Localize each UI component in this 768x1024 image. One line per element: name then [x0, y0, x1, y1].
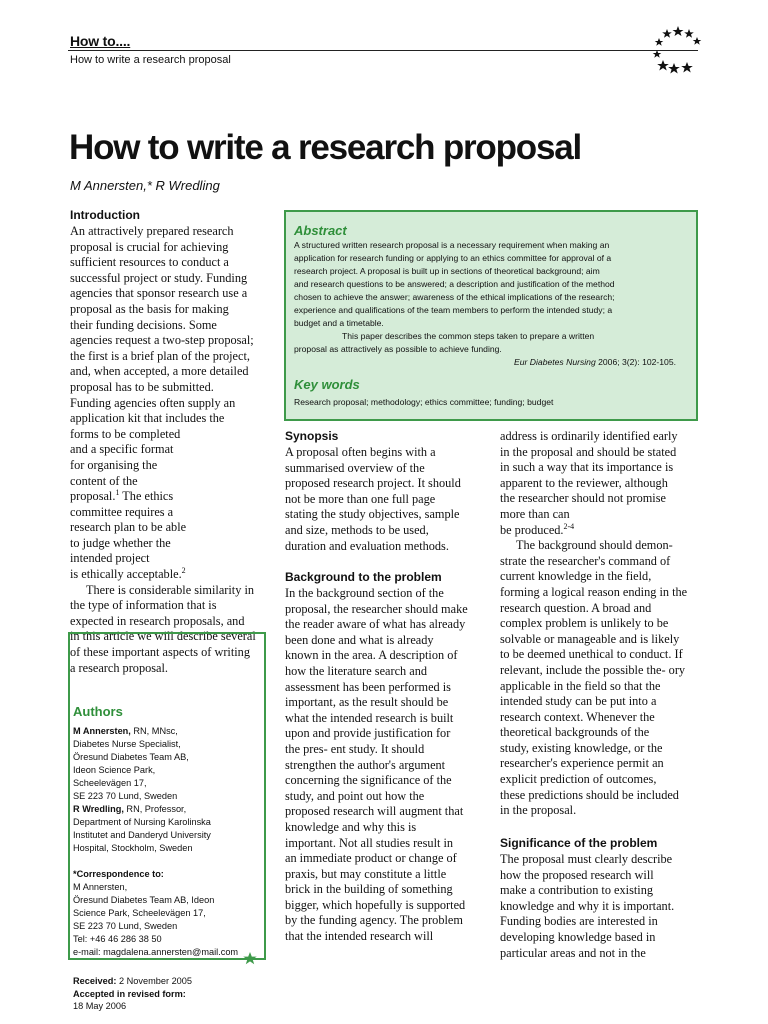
column3-line: more than can: [500, 506, 570, 521]
background-line: concerning the significance of the: [285, 773, 452, 788]
introduction-line: for organising the: [70, 457, 158, 472]
introduction-line: and, when accepted, a more detailed: [70, 364, 249, 379]
reference-mark: 2-4: [563, 521, 575, 531]
received-line: [73, 975, 192, 988]
introduction-line: agencies that sponsor research use a: [70, 286, 248, 301]
background-line: study, and point out how the: [285, 788, 425, 803]
background-line: by the funding agency. The problem: [285, 913, 463, 928]
column3-line: research question. A broad and: [500, 600, 652, 615]
received-date: 2 November 2005: [116, 976, 193, 986]
synopsis-line: summarised overview of the: [285, 460, 425, 475]
star-icon: [655, 38, 664, 46]
background-line: strengthen the author's argument: [285, 757, 446, 772]
accepted-label: Accepted in revised form:: [73, 988, 186, 999]
introduction-line: and a specific format: [70, 442, 174, 457]
author2-name: R Wredling,: [73, 804, 124, 814]
introduction-line: There is considerable similarity in: [86, 582, 255, 597]
introduction-line: Funding agencies often supply an: [70, 395, 236, 410]
introduction-line: to judge whether the: [70, 535, 171, 550]
author2-line: Department of Nursing Karolinska: [73, 817, 211, 827]
significance-line: particular areas and not in the: [500, 945, 646, 960]
star-icon: [662, 29, 672, 38]
column3-line: The background should demon-: [516, 538, 673, 553]
abstract-line: and research questions to be answered; a description and justification of the method: [294, 279, 615, 289]
abstract-line: application for research funding or applying to an ethics committee for approval of a: [294, 253, 612, 263]
abstract-line: This paper describes the common steps taken to prepare a written: [342, 331, 595, 341]
column3-line: researcher's experience permit an: [500, 756, 664, 771]
introduction-line: [70, 567, 270, 583]
abstract-line: experience and qualifications of the team members to perform the intended study; a: [294, 305, 613, 315]
introduction-body: [70, 224, 270, 676]
introduction-text: proposal.: [70, 489, 116, 504]
star-icon: [681, 62, 693, 73]
correspondence-line: Science Park, Scheelevägen 17,: [73, 908, 206, 918]
significance-heading: Significance of the problem: [500, 836, 658, 850]
column3-line: strate the researcher's command of: [500, 553, 671, 568]
citation-journal: Eur Diabetes Nursing: [514, 357, 596, 367]
column3-line: relevant, include the possible the- ory: [500, 662, 686, 677]
ring-of-stars-logo: [652, 25, 704, 75]
background-line: knowledge and why this is: [285, 819, 417, 834]
author1-line: [73, 725, 263, 738]
author1-block: [73, 725, 263, 855]
column3-line: in the proposal and should be stated: [500, 444, 677, 459]
abstract-line: budget and a timetable.: [294, 318, 384, 328]
synopsis-line: stating the study objectives, sample: [285, 507, 460, 522]
correspondence-line: SE 223 70 Lund, Sweden: [73, 921, 178, 931]
author2-quals: RN, Professor,: [123, 804, 187, 814]
column3-line: theoretical backgrounds of the: [500, 725, 650, 740]
introduction-line: research plan to be able: [70, 520, 187, 535]
background-line: the pres- ent study. It should: [285, 741, 425, 756]
background-line: that the intended research will: [285, 929, 434, 944]
correspondence-line: M Annersten,: [73, 882, 128, 892]
background-line: In the background section of the: [285, 586, 444, 600]
introduction-line: application kit that includes the: [70, 411, 225, 426]
citation-details: 2006; 3(2): 102-105.: [595, 357, 676, 367]
column3-line: solvable or manageable and is likely: [500, 631, 680, 646]
background-line: bigger, which hopefully is supported: [285, 897, 466, 912]
author1-line: SE 223 70 Lund, Sweden: [73, 791, 178, 801]
email-label: e-mail:: [73, 947, 104, 957]
abstract-line: A structured written research proposal is a necessary requirement when making an: [294, 240, 610, 250]
introduction-line: the type of information that is: [70, 598, 217, 613]
background-line: known in the area. A description of: [285, 648, 458, 663]
article-authors: M Annersten,* R Wredling: [70, 178, 220, 193]
star-icon: [673, 26, 684, 36]
synopsis-line: not be more than one full page: [285, 491, 436, 506]
correspondence-heading: *Correspondence to:: [73, 869, 164, 879]
background-line: what the intended research is built: [285, 710, 454, 725]
author2-line: Hospital, Stockholm, Sweden: [73, 843, 193, 853]
significance-body: [500, 852, 705, 961]
introduction-line: sufficient resources to conduct a: [70, 255, 229, 270]
column3-line: address is ordinarily identified early: [500, 429, 678, 443]
abstract-heading: Abstract: [294, 223, 347, 238]
column3-line: applicable in the field so that the: [500, 678, 661, 693]
email-line: [73, 946, 263, 959]
introduction-line: agencies request a two-step proposal;: [70, 333, 254, 348]
significance-line: developing knowledge based in: [500, 929, 656, 944]
introduction-line: [70, 489, 270, 505]
authors-heading: Authors: [73, 704, 123, 719]
introduction-heading: Introduction: [70, 208, 140, 222]
introduction-text: The ethics: [119, 489, 174, 504]
star-icon: [243, 952, 257, 966]
introduction-line: expected in research proposals, and: [70, 613, 245, 628]
abstract-box: [284, 210, 698, 421]
background-line: how the literature search and: [285, 663, 428, 678]
reference-mark: 2: [181, 565, 186, 575]
author1-line: Diabetes Nurse Specialist,: [73, 739, 181, 749]
star-icon: [653, 50, 662, 58]
significance-line: knowledge and why it is important.: [500, 898, 675, 913]
series-subtitle: How to write a research proposal: [70, 54, 231, 66]
significance-line: how the proposed research will: [500, 867, 654, 882]
synopsis-line: duration and evaluation methods.: [285, 538, 449, 553]
star-icon: [657, 60, 669, 71]
abstract-line: research project. A proposal is built up in sections of theoretical background; aim: [294, 266, 600, 276]
abstract-line: chosen to achieve the answer; awareness of the ethical implications of the research;: [294, 292, 615, 302]
author1-line: Öresund Diabetes Team AB,: [73, 752, 189, 762]
column3-line: current knowledge in the field,: [500, 569, 652, 584]
keywords-text: Research proposal; methodology; ethics committee; funding; budget: [294, 397, 554, 407]
synopsis-line: A proposal often begins with a: [285, 445, 436, 459]
introduction-line: committee requires a: [70, 504, 174, 519]
column3-line: study, existing knowledge, or the: [500, 740, 663, 755]
background-line: been done and what is already: [285, 632, 434, 647]
article-title: How to write a research proposal: [69, 128, 582, 167]
introduction-line: successful project or study. Funding: [70, 270, 248, 285]
column3-line: [500, 523, 705, 539]
background-body: [285, 586, 490, 945]
significance-line: make a contribution to existing: [500, 883, 653, 898]
background-line: praxis, but may constitute a little: [285, 866, 447, 881]
column3-line: intended study can be put into a: [500, 694, 657, 709]
significance-line: Funding bodies are interested in: [500, 914, 658, 929]
author1-line: Scheelevägen 17,: [73, 778, 147, 788]
introduction-line: the first is a brief plan of the project,: [70, 348, 250, 363]
author1-line: Ideon Science Park,: [73, 765, 156, 775]
introduction-line: in this article we will describe several: [70, 629, 256, 644]
column3-line: to be deemed unethical to conduct. If: [500, 647, 683, 662]
column3-line: in such a way that its importance is: [500, 460, 674, 475]
reference-mark: 1: [115, 488, 120, 497]
author1-name: M Annersten,: [73, 726, 131, 736]
column3-body: [500, 429, 705, 819]
column3-line: in the proposal.: [500, 803, 577, 818]
column3-line: these predictions should be included: [500, 787, 679, 802]
column3-line: the researcher should not promise: [500, 491, 666, 506]
star-icon: [684, 29, 694, 38]
background-line: proposal, the researcher should make: [285, 601, 468, 616]
introduction-line: forms to be completed: [70, 426, 181, 441]
correspondence-block: [73, 868, 263, 959]
author2-line: Institutet and Danderyd University: [73, 830, 211, 840]
column3-text: be produced.: [500, 522, 564, 537]
abstract-line: proposal as attractively as possible to achieve funding.: [294, 344, 502, 354]
synopsis-line: and size, methods to be used,: [285, 522, 429, 537]
correspondence-line: Tel: +46 46 286 38 50: [73, 934, 162, 944]
email-link[interactable]: magdalena.annersten@mail.com: [103, 947, 239, 957]
author2-line: [73, 803, 263, 816]
received-block: [73, 975, 192, 1013]
background-heading: Background to the problem: [285, 570, 442, 584]
background-line: important, as the result should be: [285, 695, 449, 710]
introduction-text: is ethically acceptable.: [70, 567, 182, 582]
star-icon: [693, 37, 702, 45]
column3-line: explicit prediction of outcomes,: [500, 772, 657, 787]
introduction-line: proposal is crucial for achieving: [70, 239, 229, 254]
background-line: assessment has been performed is: [285, 679, 451, 694]
author1-quals: RN, MNsc,: [130, 726, 178, 736]
background-line: an immediate product or change of: [285, 851, 457, 866]
introduction-line: their funding decisions. Some: [70, 317, 217, 332]
synopsis-body: [285, 445, 490, 554]
correspondence-line: Öresund Diabetes Team AB, Ideon: [73, 895, 215, 905]
background-line: important. Not all studies result in: [285, 835, 454, 850]
background-line: upon and provide justification for: [285, 726, 451, 741]
received-label: Received:: [73, 976, 117, 986]
synopsis-line: proposed research project. It should: [285, 476, 461, 491]
synopsis-heading: Synopsis: [285, 429, 339, 443]
authors-content: [73, 704, 263, 959]
introduction-line: proposal as the basis for making: [70, 301, 229, 316]
introduction-line: An attractively prepared research: [70, 224, 234, 238]
introduction-line: a research proposal.: [70, 660, 168, 675]
abstract-citation: [294, 356, 690, 369]
introduction-line: intended project: [70, 551, 150, 566]
introduction-line: of these important aspects of writing: [70, 645, 250, 660]
column3-line: research context. Whenever the: [500, 709, 655, 724]
introduction-line: proposal has to be submitted.: [70, 379, 214, 394]
keywords-heading: Key words: [294, 377, 360, 392]
background-line: proposed research will augment that: [285, 804, 464, 819]
background-line: the reader aware of what has already: [285, 617, 466, 632]
column3-line: complex problem is unlikely to be: [500, 616, 669, 631]
column3-line: forming a logical reason ending in the: [500, 584, 688, 599]
column3-line: apparent to the reviewer, although: [500, 475, 668, 490]
significance-line: The proposal must clearly describe: [500, 852, 673, 866]
accepted-date: 18 May 2006: [73, 1001, 127, 1011]
background-line: brick in the building of something: [285, 882, 453, 897]
header-divider: [68, 50, 698, 51]
series-label: How to....: [70, 33, 131, 49]
star-icon: [668, 63, 680, 74]
introduction-line: content of the: [70, 473, 138, 488]
abstract-body: [294, 239, 690, 369]
